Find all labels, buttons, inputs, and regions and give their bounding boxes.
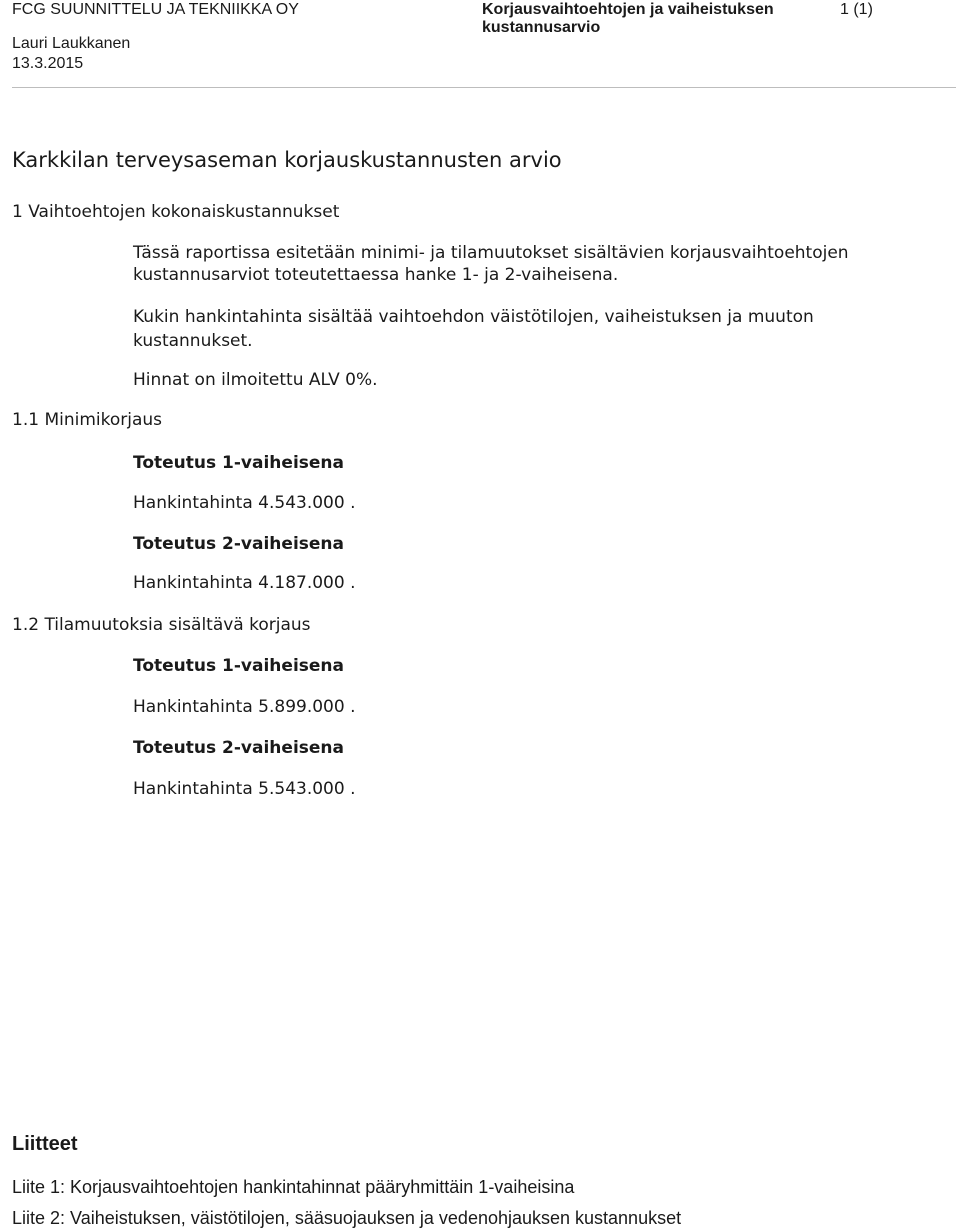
header-page-number: 1 (1) xyxy=(840,1,873,18)
attachment-1: Liite 1: Korjausvaihtoehtojen hankintahinnat pääryhmittäin 1-vaiheisina xyxy=(12,1177,575,1197)
header-author: Lauri Laukkanen xyxy=(12,35,131,52)
vat-note: Hinnat on ilmoitettu ALV 0%. xyxy=(133,370,378,390)
attachments-heading: Liitteet xyxy=(12,1133,78,1155)
space-change-option-1-label: Toteutus 1-vaiheisena xyxy=(133,656,344,676)
header-divider xyxy=(12,87,956,88)
space-change-option-1-price: Hankintahinta 5.899.000 . xyxy=(133,697,356,717)
scope-paragraph-line2: kustannukset. xyxy=(133,331,253,351)
minimal-option-1-price: Hankintahinta 4.543.000 . xyxy=(133,493,356,513)
scope-paragraph-line1: Kukin hankintahinta sisältää vaihtoehdon väistötilojen, vaiheistuksen ja muuton xyxy=(133,307,814,327)
minimal-option-2-label: Toteutus 2-vaiheisena xyxy=(133,534,344,554)
space-change-option-2-price: Hankintahinta 5.543.000 . xyxy=(133,779,356,799)
section-1-2-heading: 1.2 Tilamuutoksia sisältävä korjaus xyxy=(12,615,311,635)
section-1-1-heading: 1.1 Minimikorjaus xyxy=(12,410,163,430)
minimal-option-1-label: Toteutus 1-vaiheisena xyxy=(133,453,344,473)
header-doc-title-line2: kustannusarvio xyxy=(482,19,601,36)
document-title: Karkkilan terveysaseman korjauskustannusten arvio xyxy=(12,148,562,172)
header-company: FCG SUUNNITTELU JA TEKNIIKKA OY xyxy=(12,1,299,18)
header-date: 13.3.2015 xyxy=(12,55,84,72)
header-doc-title-line1: Korjausvaihtoehtojen ja vaiheistuksen xyxy=(482,1,774,18)
intro-paragraph-line2: kustannusarviot toteutettaessa hanke 1- ja 2-vaiheisena. xyxy=(133,265,619,285)
intro-paragraph-line1: Tässä raportissa esitetään minimi- ja tilamuutokset sisältävien korjausvaihtoehtojen xyxy=(133,243,849,263)
minimal-option-2-price: Hankintahinta 4.187.000 . xyxy=(133,573,356,593)
space-change-option-2-label: Toteutus 2-vaiheisena xyxy=(133,738,344,758)
attachment-2: Liite 2: Vaiheistuksen, väistötilojen, sääsuojauksen ja vedenohjauksen kustannukset xyxy=(12,1208,682,1228)
section-1-heading: 1 Vaihtoehtojen kokonaiskustannukset xyxy=(12,202,340,222)
